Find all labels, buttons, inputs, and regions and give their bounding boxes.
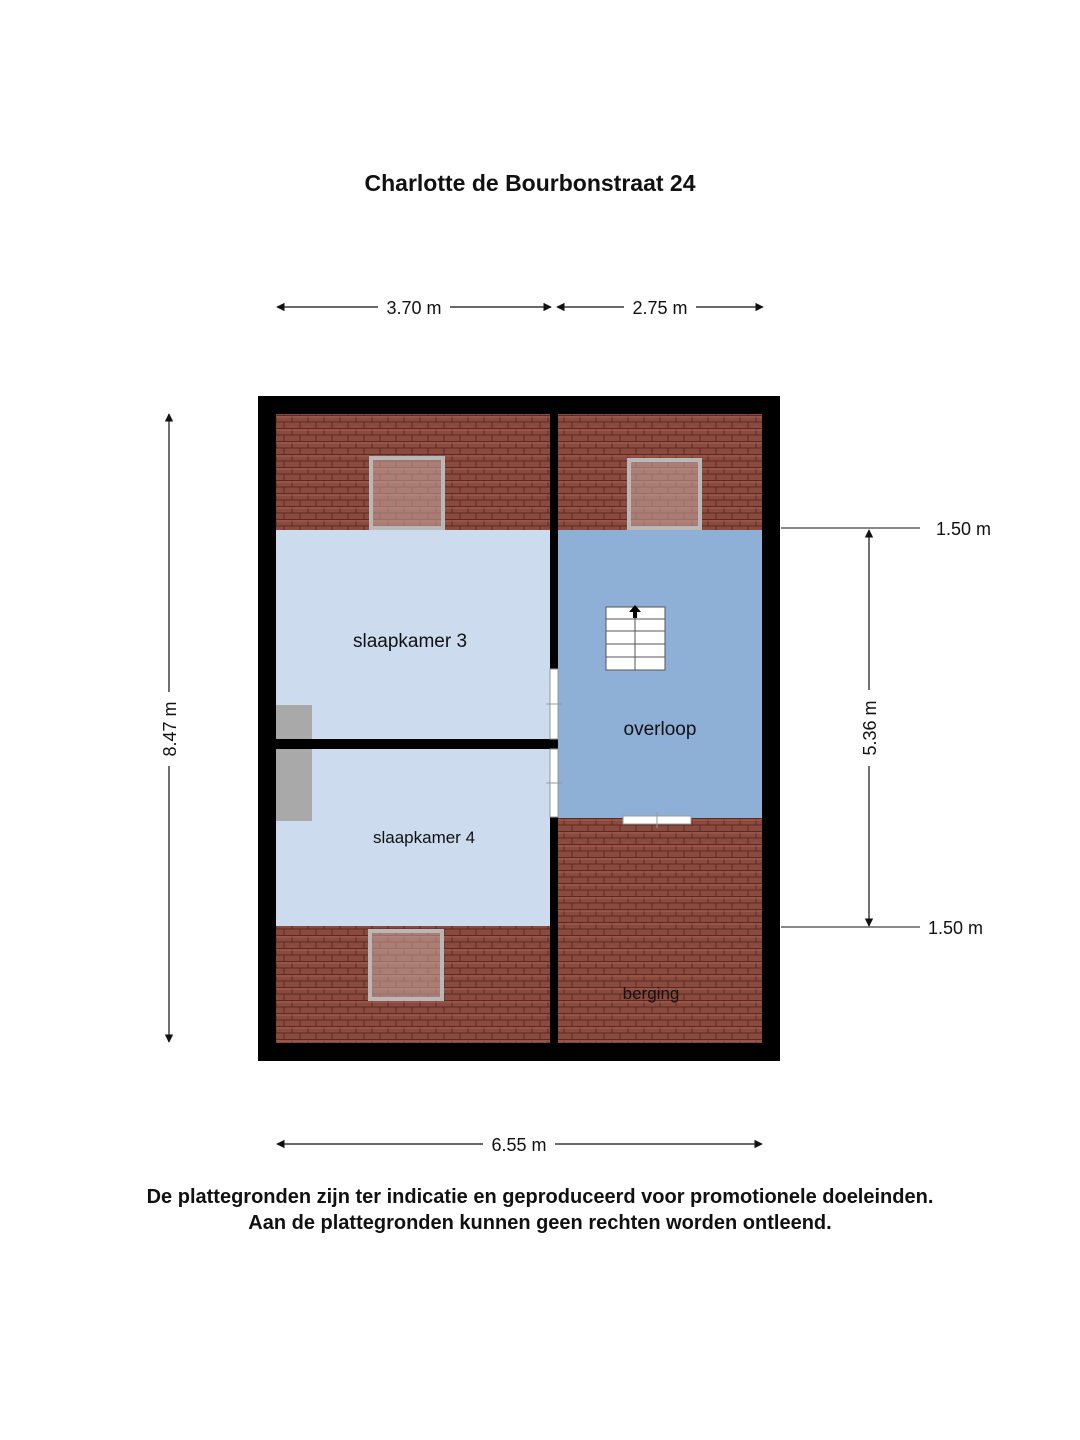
room-label-bedroom-3: slaapkamer 3 bbox=[352, 631, 468, 652]
cupboard bbox=[276, 749, 312, 821]
staircase bbox=[606, 605, 665, 670]
dimension-label: 1.50 m bbox=[936, 519, 992, 539]
dimension-bottom-width bbox=[277, 1135, 762, 1155]
skylight bbox=[370, 931, 442, 999]
disclaimer bbox=[0, 1184, 1080, 1236]
dimension-top-left bbox=[277, 298, 551, 318]
room-label-bedroom-4: slaapkamer 4 bbox=[372, 828, 476, 847]
page-title: Charlotte de Bourbonstraat 24 bbox=[364, 170, 696, 196]
dimension-label: 6.55 m bbox=[491, 1135, 547, 1155]
dimension-label: 1.50 m bbox=[928, 918, 984, 938]
skylight bbox=[629, 460, 700, 528]
dimension-top-right bbox=[557, 298, 763, 318]
landing-area bbox=[558, 530, 762, 818]
dimension-label: 2.75 m bbox=[632, 298, 688, 318]
dimension-left-height bbox=[160, 414, 180, 1042]
disclaimer-line-1: De plattegronden zijn ter indicatie en geproduceerd voor promotionele doeleinden. bbox=[146, 1186, 934, 1208]
dimension-right-height bbox=[781, 519, 991, 938]
interior-wall-horizontal bbox=[276, 739, 558, 749]
skylight bbox=[371, 458, 443, 528]
room-label-landing: overloop bbox=[623, 719, 697, 740]
dimension-label: 3.70 m bbox=[386, 298, 442, 318]
disclaimer-line-2: Aan de plattegronden kunnen geen rechten worden ontleend. bbox=[248, 1212, 832, 1234]
cupboard bbox=[276, 705, 312, 739]
dimension-label: 5.36 m bbox=[860, 700, 880, 756]
dimension-label: 8.47 m bbox=[160, 701, 180, 757]
roof-bottom-right bbox=[558, 818, 762, 1043]
room-label-storage: berging bbox=[622, 984, 680, 1003]
